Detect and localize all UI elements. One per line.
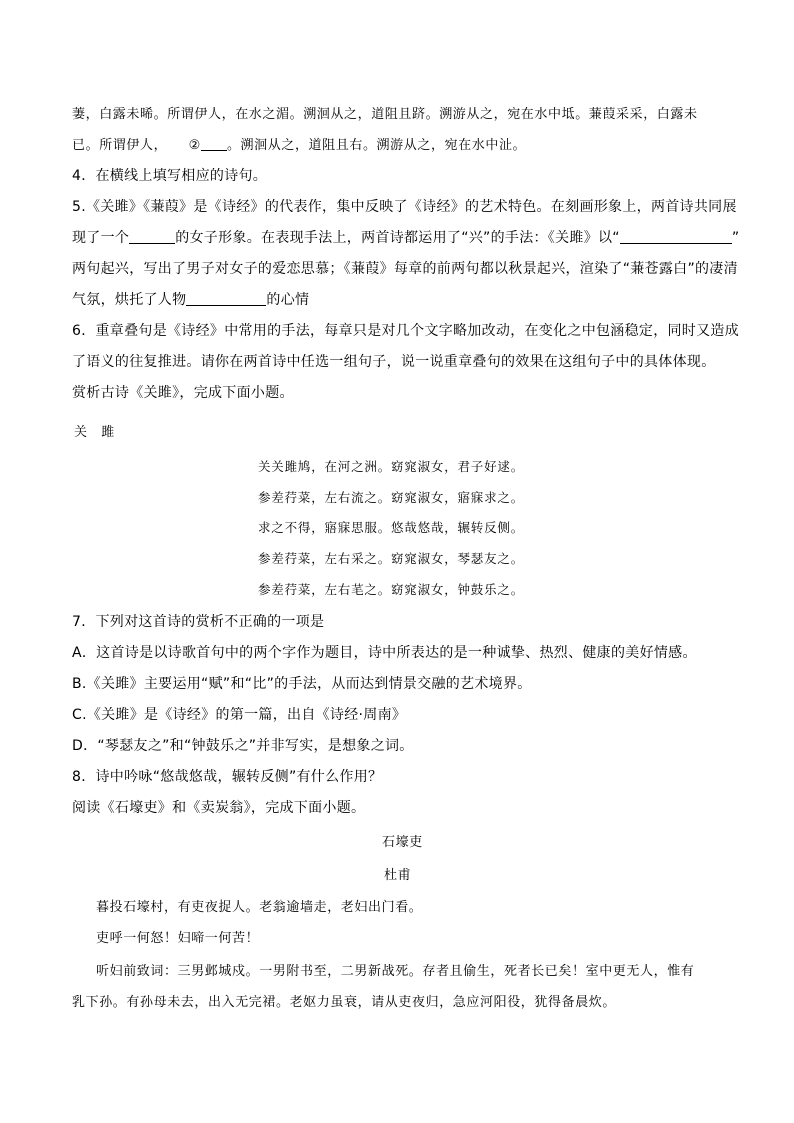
shihao-line-1: 暮投石壕村，有吏夜捉人。老翁逾墙走，老妇出门看。 <box>96 900 423 915</box>
guanju-line-2: 参差荇菜，左右流之。窈窕淑女，寤寐求之。 <box>258 490 525 505</box>
q5-l4-a: 气氛，烘托了人物 <box>72 292 187 308</box>
fill-blank-xing-lines[interactable] <box>620 229 732 244</box>
shihao-line-2: 吏呼一何怒！妇啼一何苦！ <box>96 931 260 946</box>
guanju-line-3: 求之不得，寤寐思服。悠哉悠哉，辗转反侧。 <box>258 520 525 535</box>
q5-l4-b: 的心情 <box>266 292 310 308</box>
question-4: 4．在横线上填写相应的诗句。 <box>72 168 268 184</box>
jianjia-line-2-b: 。溯洄从之，道阻且右。溯游从之，宛在水中沚。 <box>226 138 527 153</box>
blank-number-2: ② <box>188 138 201 153</box>
shihao-line-4: 乳下孙。有孙母未去，出入无完裙。老妪力虽衰，请从吏夜归，急应河阳役，犹得备晨炊。 <box>72 995 617 1010</box>
question-7-option-c: C.《关雎》是《诗经》的第一篇，出自《诗经·周南》 <box>72 707 407 723</box>
question-7-option-a: A．这首诗是以诗歌首句中的两个字作为题目，诗中所表达的是一种诚挚、热烈、健康的美好情感。 <box>72 645 697 661</box>
question-7-option-b: B.《关雎》主要运用“赋”和“比”的手法，从而达到情景交融的艺术境界。 <box>72 676 532 692</box>
guanju-line-5: 参差荇菜，左右芼之。窈窕淑女，钟鼓乐之。 <box>258 582 525 597</box>
fill-blank-image[interactable] <box>129 229 175 244</box>
question-7-option-d: D．“琴瑟友之”和“钟鼓乐之”并非写实，是想象之词。 <box>72 738 414 754</box>
jianjia-line-2-a: 已。所谓伊人， <box>72 138 168 153</box>
q5-l2-b: 的女子形象。在表现手法上，两首诗都运用了“兴”的手法：《关雎》以“ <box>175 230 620 246</box>
intro-guanju: 赏析古诗《关雎》，完成下面小题。 <box>72 385 294 401</box>
question-6-line-2: 了语义的往复推进。请你在两首诗中任选一组句子，说一说重章叠句的效果在这组句子中的具体体现。 <box>72 354 716 370</box>
poem-title-guanju: 关 雎 <box>74 425 115 440</box>
jianjia-line-1: 萋，白露未晞。所谓伊人，在水之湄。溯洄从之，道阻且跻。溯游从之，宛在水中坻。蒹葭采采，白露未 <box>72 107 698 122</box>
shihao-line-3: 听妇前致词：三男邺城戍。一男附书至，二男新战死。存者且偷生，死者长已矣！室中更无人，惟有 <box>96 964 695 979</box>
question-5-line-4 <box>72 289 309 309</box>
fill-blank-2[interactable] <box>201 136 227 151</box>
poem-author-dufu: 杜甫 <box>384 868 412 883</box>
jianjia-line-2 <box>72 134 526 153</box>
poem-title-shihao: 石壕吏 <box>382 835 423 850</box>
fill-blank-mood[interactable] <box>186 291 266 306</box>
guanju-line-4: 参差荇菜，左右采之。窈窕淑女，琴瑟友之。 <box>258 551 525 566</box>
question-6-line-1: 6．重章叠句是《诗经》中常用的手法，每章只是对几个文字略加改动，在变化之中包涵稳定，同时又造成 <box>72 323 740 339</box>
question-8: 8．诗中吟咏“悠哉悠哉，辗转反侧”有什么作用？ <box>72 769 383 785</box>
guanju-line-1: 关关雎鸠，在河之洲。窈窕淑女，君子好逑。 <box>258 459 525 474</box>
question-5-line-3: 两句起兴，写出了男子对女子的爱恋思慕；《蒹葭》每章的前两句都以秋景起兴，渲染了“蒹苍露白”的凄清 <box>72 261 738 277</box>
question-5-line-2 <box>72 227 739 247</box>
q5-l2-c: ” <box>731 230 740 246</box>
intro-shihao: 阅读《石壕吏》和《卖炭翁》，完成下面小题。 <box>72 800 366 816</box>
q5-l2-a: 现了一个 <box>72 230 130 246</box>
question-5-line-1: 5.《关雎》《蒹葭》是《诗经》的代表作，集中反映了《诗经》的艺术特色。在刻画形象上，两首诗共同展 <box>72 199 737 215</box>
question-7-stem: 7．下列对这首诗的赏析不正确的一项是 <box>72 614 325 630</box>
